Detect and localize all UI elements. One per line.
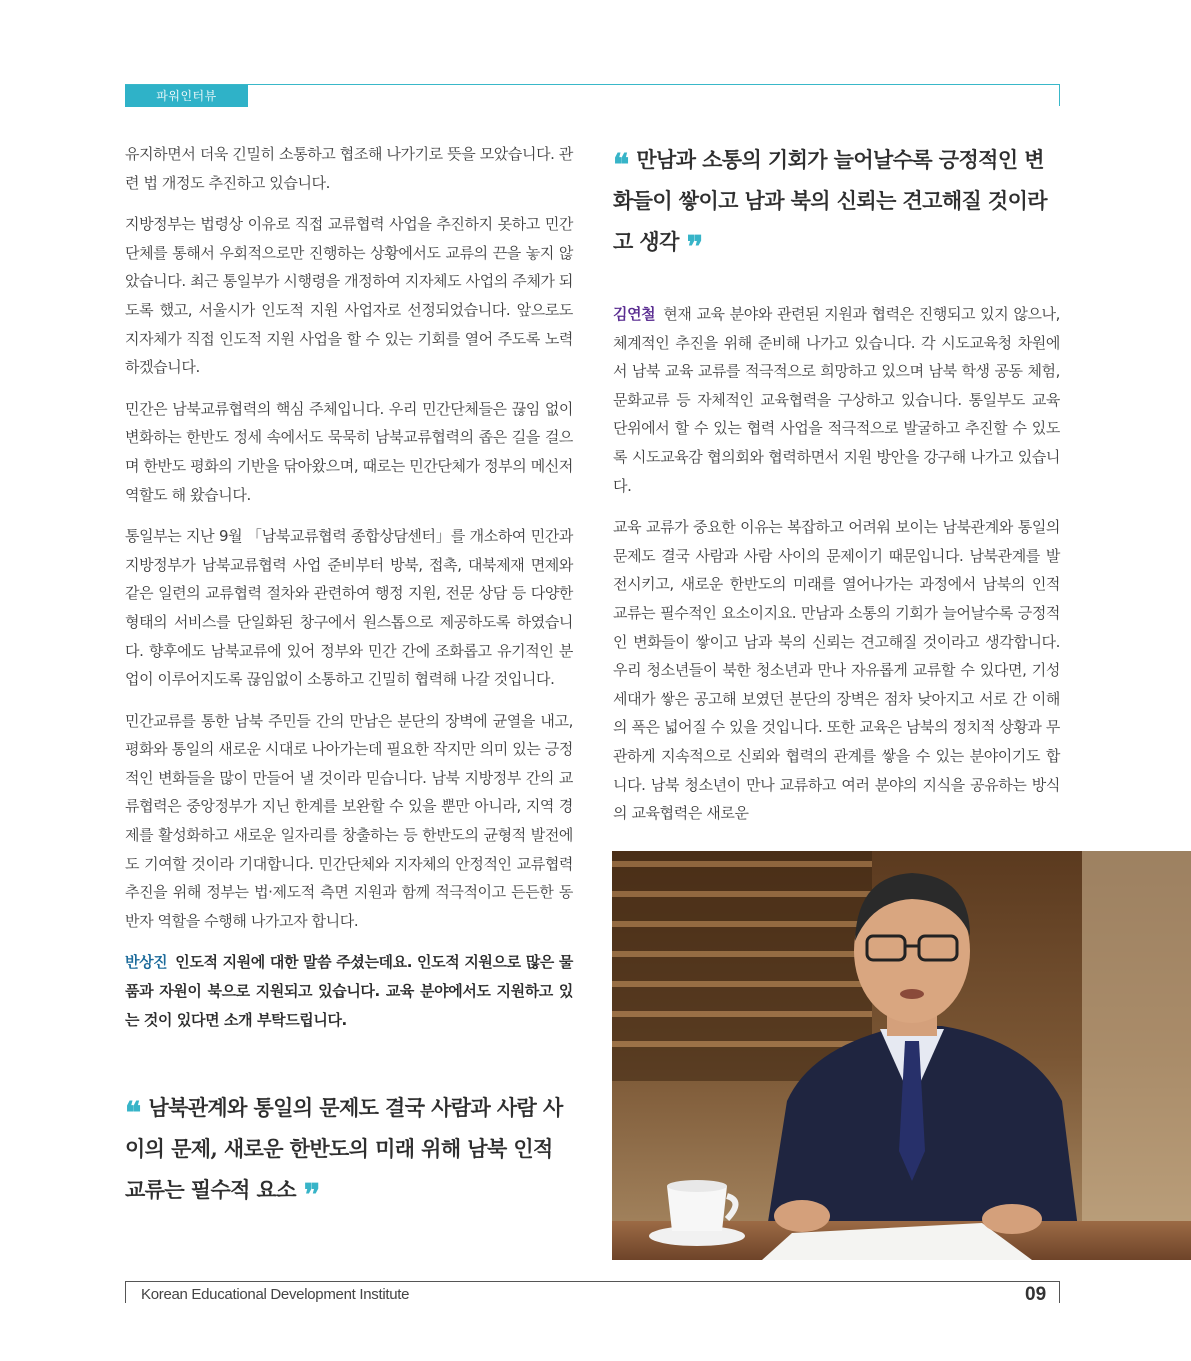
body-paragraph: 민간교류를 통한 남북 주민들 간의 만남은 분단의 장벽에 균열을 내고, 평화와 통일의 새로운 시대로 나아가는데 필요한 작지만 의미 있는 긍정적인 변화들을 많이 만들어 낼 것이라 믿습니다. 남북 지방정부 간의 교류협력은 중앙정부가 지닌 한계를 보완할 수 있을 뿐만 아니라, 지역 경제를 활성화하고 새로운 일자리를 창출하는 등 한반도의 균형적 발전에도 기여할 것이라 기대합니다. 민간단체와 지자체의 안정적인 교류협력 추진을 위해 정부는 법·제도적 측면 지원과 함께 적극적이고 든든한 동반자 역할을 수행해 나가고자 합니다.	[125, 711, 573, 930]
open-quote-icon: ❛❛	[613, 148, 627, 183]
body-paragraph: 유지하면서 더욱 긴밀히 소통하고 협조해 나가기로 뜻을 모았습니다. 관련 법 개정도 추진하고 있습니다.	[125, 145, 573, 192]
footer-tick-right	[1059, 1281, 1060, 1303]
header-rule	[125, 84, 1060, 85]
question-text: 인도적 지원에 대한 말씀 주셨는데요. 인도적 지원으로 많은 물품과 자원이 북으로 지원되고 있습니다. 교육 분야에서도 지원하고 있는 것이 있다면 소개 부탁드립니다.	[125, 953, 573, 1029]
interview-question	[125, 948, 573, 1034]
body-paragraph: 민간은 남북교류협력의 핵심 주체입니다. 우리 민간단체들은 끊임 없이 변화하는 한반도 정세 속에서도 묵묵히 남북교류협력의 좁은 길을 걸으며 한반도 평화의 기반을 닦아왔으며, 때로는 민간단체가 정부의 메신저 역할도 해 왔습니다.	[125, 399, 573, 504]
footer-institute: Korean Educational Development Institute	[141, 1286, 410, 1303]
section-tab: 파워인터뷰	[125, 85, 248, 107]
pull-quote-text: 남북관계와 통일의 문제도 결국 사람과 사람 사이의 문제, 새로운 한반도의 미래 위해 남북 인적 교류는 필수적 요소	[125, 1095, 563, 1202]
body-paragraph: 지방정부는 법령상 이유로 직접 교류협력 사업을 추진하지 못하고 민간단체를 통해서 우회적으로만 진행하는 상황에서도 교류의 끈을 놓지 않았습니다. 최근 통일부가 시행령을 개정하여 지자체도 사업의 주체가 되도록 했고, 서울시가 인도적 지원 사업자로 선정되었습니다. 앞으로도 지자체가 직접 인도적 지원 사업을 할 수 있는 기회를 열어 주도록 노력하겠습니다.	[125, 215, 573, 377]
pull-quote-text: 만남과 소통의 기회가 늘어날수록 긍정적인 변화들이 쌓이고 남과 북의 신뢰는 견고해질 것이라고 생각	[613, 147, 1047, 254]
page-number: 09	[1025, 1284, 1047, 1305]
open-quote-icon: ❛❛	[125, 1096, 139, 1131]
answer-text: 현재 교육 분야와 관련된 지원과 협력은 진행되고 있지 않으나, 체계적인 추진을 위해 준비해 나가고 있습니다. 각 시도교육청 차원에서 남북 교육 교류를 적극적으로 희망하고 있으며 남북 학생 공동 체험, 문화교류 등 자체적인 교육협력을 구상하고 있습니다. 통일부도 교육 단위에서 할 수 있는 협력 사업을 적극적으로 발굴하고 추진할 수 있도록 시도교육감 협의회와 협력하면서 지원 방안을 강구해 나가고 있습니다.	[613, 305, 1060, 495]
body-paragraph: 통일부는 지난 9월 「남북교류협력 종합상담센터」를 개소하여 민간과 지방정부가 남북교류협력 사업 준비부터 방북, 접촉, 대북제재 면제와 같은 일련의 교류협력 절차와 관련하여 행정 지원, 전문 상담 등 다양한 형태의 서비스를 단일화된 창구에서 원스톱으로 제공하도록 하였습니다. 향후에도 남북교류에 있어 정부와 민간 간에 조화롭고 유기적인 분업이 이루어지도록 끊임없이 소통하고 긴밀히 협력해 나갈 것입니다.	[125, 527, 573, 689]
interview-photo	[612, 851, 1191, 1260]
interviewer-name: 반상진	[125, 953, 168, 972]
close-quote-icon: ❜❜	[686, 230, 701, 265]
interviewee-name: 김연철	[613, 305, 656, 323]
footer-rule	[125, 1281, 1060, 1282]
pull-quote-left	[125, 1087, 575, 1213]
right-column	[613, 300, 1060, 841]
left-column	[125, 140, 573, 1034]
interview-answer	[613, 300, 1060, 500]
header-rule-tick	[1059, 84, 1060, 106]
pull-quote-right	[613, 139, 1063, 265]
close-quote-icon: ❜❜	[303, 1178, 318, 1213]
footer-tick-left	[125, 1281, 126, 1303]
body-paragraph: 교육 교류가 중요한 이유는 복잡하고 어려워 보이는 남북관계와 통일의 문제도 결국 사람과 사람 사이의 문제이기 때문입니다. 남북관계를 발전시키고, 새로운 한반도의 미래를 열어나가는 과정에서 남북의 인적 교류는 필수적인 요소이지요. 만남과 소통의 기회가 늘어날수록 긍정적인 변화들이 쌓이고 남과 북의 신뢰는 견고해질 것이라고 생각합니다. 우리 청소년들이 북한 청소년과 만나 자유롭게 교류할 수 있다면, 기성세대가 쌓은 공고해 보였던 분단의 장벽은 점차 낮아지고 서로 간 이해의 폭은 넓어질 수 있을 것입니다. 또한 교육은 남북의 정치적 상황과 무관하게 지속적으로 신뢰와 협력의 관계를 쌓을 수 있는 분야이기도 합니다. 남북 청소년이 만나 교류하고 여러 분야의 지식을 공유하는 방식의 교육협력은 새로운	[613, 518, 1060, 823]
